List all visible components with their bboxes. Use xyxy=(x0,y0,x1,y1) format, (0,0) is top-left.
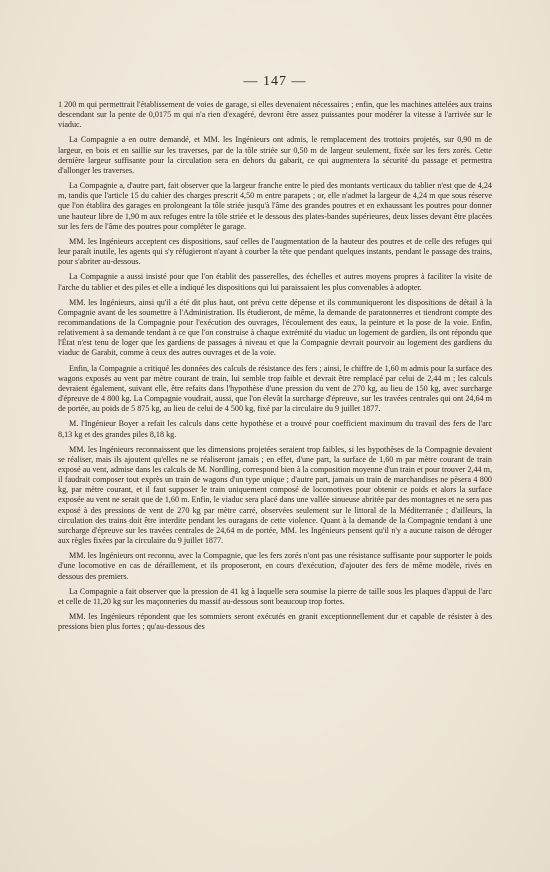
paragraph: MM. les Ingénieurs acceptent ces dispositions, sauf celles de l'augmentation de la hauteur des poutres et de celle des refuges qui leur paraît inutile, les agents qui s'y réfugieront n'ayant à courber la tête que pendant quelques instants, pendant le passage des trains, pour s'abriter au-dessous. xyxy=(58,236,492,267)
paragraph: MM. les Ingénieurs, ainsi qu'il a été dit plus haut, ont prévu cette dépense et ils communiqueront les dispositions de détail à la Compagnie avant de les soumettre à l'Administration. Ils étudieront, de même, la demande de paratonnerres et tiendront compte des recommandations de la Compagnie pour l'exécution des ouvrages, l'écoulement des eaux, la peinture et la pose de la voie. Enfin, relativement à sa demande tendant à ce que l'on construise à chaque extrémité du viaduc un logement de gardien, ils ont répondu que l'État n'est tenu de loger que les gardiens de passages à niveau et que la Compagnie devrait pourvoir au logement des gardiens du viaduc de Garabit, comme à ceux des autres ouvrages et de la voie. xyxy=(58,297,492,358)
paragraph: Enfin, la Compagnie a critiqué les données des calculs de résistance des fers ; ainsi, le chiffre de 1,60 m admis pour la surface des wagons exposés au vent par mètre courant de train, lui semble trop faible et devrait être remplacé par celui de 2,44 m ; les calculs devraient également, suivant elle, être refaits dans l'hypothèse d'une pression du vent de 270 kg, au lieu de 150 kg, avec surcharge d'épreuve de 4 800 kg. La Compagnie voudrait, aussi, que l'on élevât la surcharge d'épreuve, sur les travées centrales qui ont 24,64 m de portée, au poids de 5 875 kg, au lieu de celui de 4 500 kg, fixé par la circulaire du 9 juillet 1877. xyxy=(58,363,492,414)
paragraph: MM. les Ingénieurs répondent que les sommiers seront exécutés en granit exceptionnellement dur et capable de résister à des pressions bien plus fortes ; qu'au-dessous des xyxy=(58,612,492,632)
body-text xyxy=(58,100,492,637)
paragraph: 1 200 m qui permettrait l'établissement de voies de garage, si elles devenaient nécessaires ; enfin, que les machines attelées aux trains descendant sur la pente de 0,0175 m qui n'a rien d'exagéré, devront être assez puissantes pour modérer la vitesse à l'arrivée sur le viaduc. xyxy=(58,100,492,130)
paragraph: MM. les Ingénieurs reconnaissent que les dimensions projetées seraient trop faibles, si les hypothèses de la Compagnie devaient se réaliser, mais ils ajoutent qu'elles ne se réaliseront jamais ; en effet, d'une part, la surface de 1,60 m par mètre courant de train exposé au vent, admise dans les calculs de M. Nordling, correspond bien à la composition moyenne d'un train et pour trouver 2,44 m, il faudrait composer tout exprès un train de wagons d'un type unique ; d'autre part, jamais un train de marchandises ne pèsera 4 800 kg, par mètre courant, et il faut supposer le train uniquement composé de locomotives pour obtenir ce poids et alors la surface exposée au vent ne serait que de 1,60 m. Enfin, le viaduc sera placé dans une vallée sinueuse abritée par des montagnes et ne sera pas exposé à des pressions de vent de 270 kg par mètre carré, observées seulement sur le littoral de la Méditerranée ; d'ailleurs, la circulation des trains doit être interdite pendant les ouragans de cette violence. Quant à la demande de la Compagnie tendant à une surcharge d'épreuve sur les travées centrales de 24,64 m de portée, MM. les Ingénieurs pensent qu'il n'y a aucune raison de déroger aux règles fixées par la circulaire du 9 juillet 1877. xyxy=(58,444,492,546)
paragraph: La Compagnie a aussi insisté pour que l'on établit des passerelles, des échelles et autres moyens propres à faciliter la visite de l'arche du tablier et des piles et elle a indiqué les dispositions qui lui paraissaient les plus convenables à adopter. xyxy=(58,272,492,292)
page-number: — 147 — xyxy=(243,74,307,89)
paragraph: M. l'Ingénieur Boyer a refait les calculs dans cette hypothèse et a trouvé pour coefficient maximum du travail des fers de l'arc 8,13 kg et des grandes piles 8,18 kg. xyxy=(58,419,492,439)
paragraph: La Compagnie a fait observer que la pression de 41 kg à laquelle sera soumise la pierre de taille sous les plaques d'appui de l'arc et celle de 11,20 kg sur les maçonneries du massif au-dessous sont beaucoup trop fortes. xyxy=(58,586,492,606)
paragraph: La Compagnie a en outre demandé, et MM. les Ingénieurs ont admis, le remplacement des trottoirs projetés, sur 0,90 m de largeur, en bois et en saillie sur les traverses, par de la tôle striée sur 0,50 m de largeur seulement, fixée sur les fers zorés. Cette dernière largeur suffisante pour la circulation sera en dehors du gabarit, ce qui augmentera la sécurité du passage et permettra d'allonger les traverses. xyxy=(58,135,492,175)
paragraph: MM. les Ingénieurs ont reconnu, avec la Compagnie, que les fers zorés n'ont pas une résistance suffisante pour supporter le poids d'une locomotive en cas de déraillement, et ils proposeront, en cours d'exécution, d'ajouter des fers de même modèle, rivés en dessous des premiers. xyxy=(58,551,492,581)
paragraph: La Compagnie a, d'autre part, fait observer que la largeur franche entre le pied des montants verticaux du tablier n'est que de 4,24 m, tandis que l'article 15 du cahier des charges prescrit 4,50 m entre parapets ; or, elle n'admet la largeur de 4,24 m que sous réserve que l'on établira des garages en prolongeant la tôle striée jusqu'à l'âme des grandes poutres et en exhaussant les poutres pour donner une hauteur libre de 1,90 m aux refuges entre la tôle striée et le dessous des plates-bandes supérieures, deux lisses devant être placées sur les fers de l'âme des poutres pour compléter le garage. xyxy=(58,181,492,231)
